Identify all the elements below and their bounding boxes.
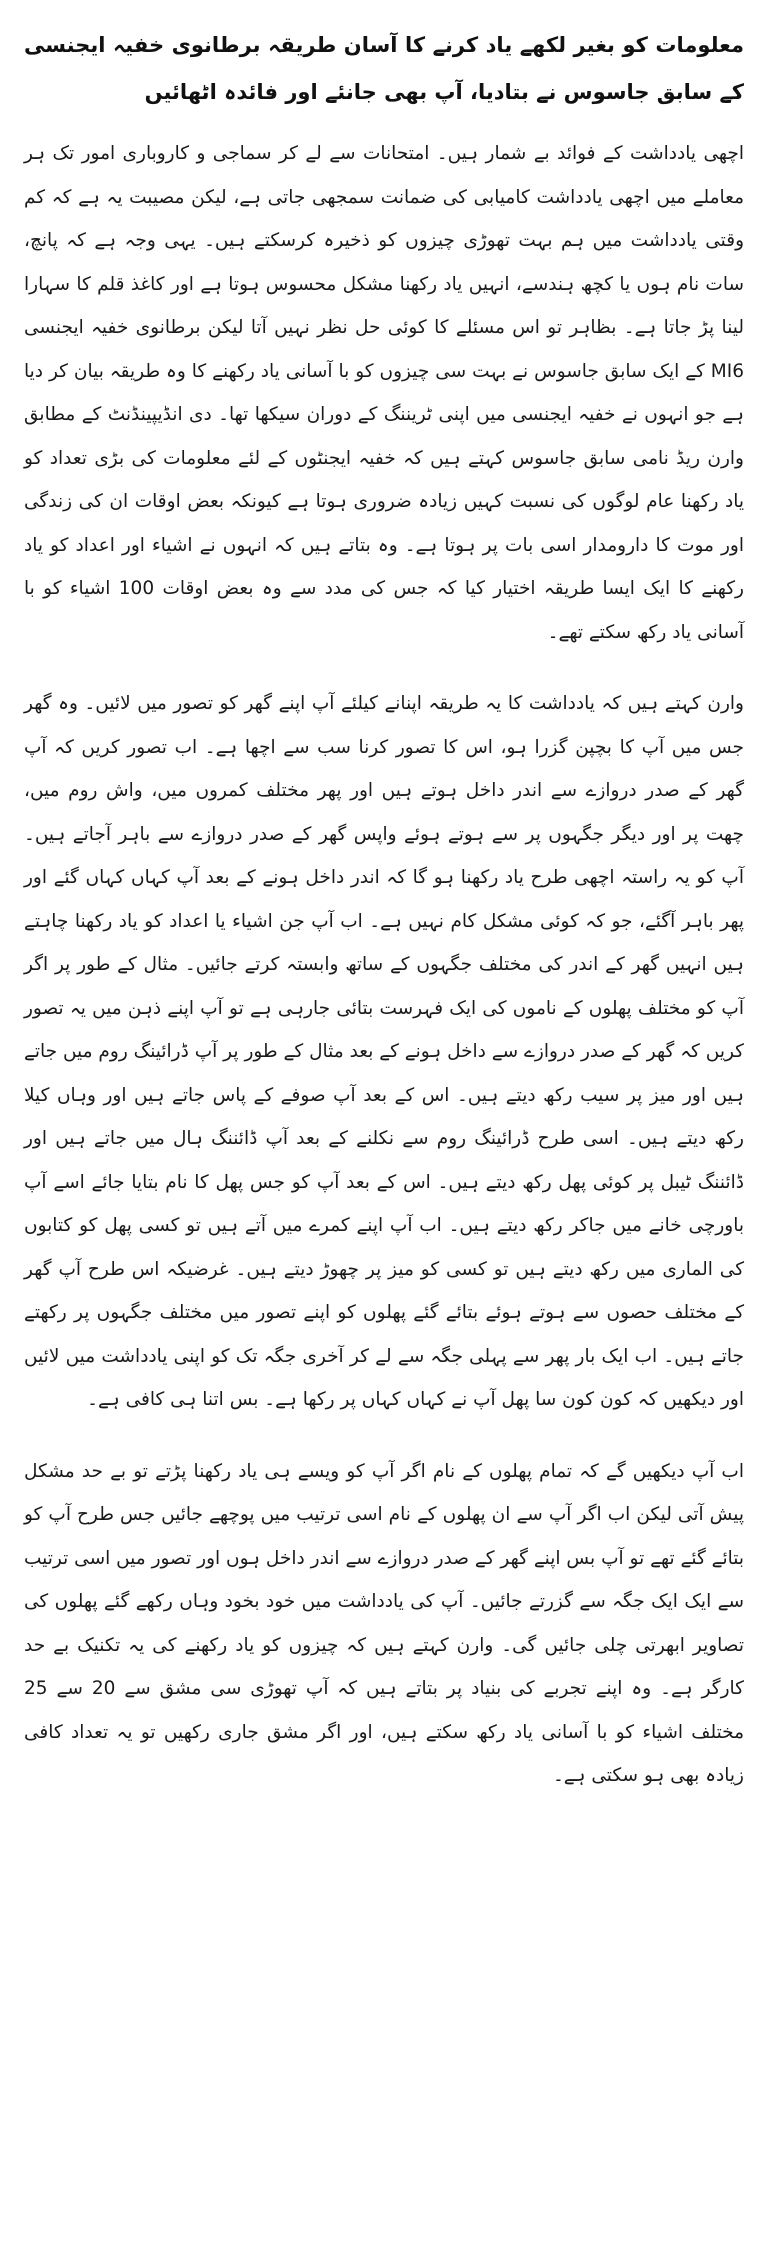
article-headline: معلومات کو بغیر لکھے یاد کرنے کا آسان طریقہ برطانوی خفیہ ایجنسی کے سابق جاسوس نے بتادیا، آپ بھی جانئے اور فائدہ اٹھائیں (24, 33, 744, 104)
article-paragraph-1: اچھی یادداشت کے فوائد بے شمار ہیں۔ امتحانات سے لے کر سماجی و کاروباری امور تک ہر معاملے میں اچھی یادداشت کامیابی کی ضمانت سمجھی جاتی ہے، لیکن مصیبت یہ ہے کہ کم وقتی یادداشت میں ہم بہت تھوڑی چیزوں کو ذخیرہ کرسکتے ہیں۔ یہی وجہ ہے کہ پانچ، سات نام ہوں یا کچھ ہندسے، انہیں یاد رکھنا مشکل محسوس ہوتا ہے اور کاغذ قلم کا سہارا لینا پڑ جاتا ہے۔ بظاہر تو اس مسئلے کا کوئی حل نظر نہیں آتا لیکن برطانوی خفیہ ایجنسی MI6 کے ایک سابق جاسوس نے بہت سی چیزوں کو با آسانی یاد رکھنے کا وہ طریقہ بیان کر دیا ہے جو انہوں نے خفیہ ایجنسی میں اپنی ٹریننگ کے دوران سیکھا تھا۔ دی انڈیپینڈنٹ کے مطابق وارن ریڈ نامی سابق جاسوس کہتے ہیں کہ خفیہ ایجنٹوں کے لئے معلومات کی بڑی تعداد کو یاد رکھنا عام لوگوں کی نسبت کہیں زیادہ ضروری ہوتا ہے کیونکہ بعض اوقات ان کی زندگی اور موت کا دارومدار اسی بات پر ہوتا ہے۔ وہ بتاتے ہیں کہ انہوں نے اشیاء اور اعداد کو یاد رکھنے کا ایک ایسا طریقہ اختیار کیا کہ جس کی مدد سے وہ بعض اوقات 100 اشیاء کو با آسانی یاد رکھ سکتے تھے۔ (24, 143, 744, 643)
article-paragraph-2: وارن کہتے ہیں کہ یادداشت کا یہ طریقہ اپنانے کیلئے آپ اپنے گھر کو تصور میں لائیں۔ وہ گھر جس میں آپ کا بچپن گزرا ہو، اس کا تصور کرنا سب سے اچھا ہے۔ اب تصور کریں کہ آپ گھر کے صدر دروازے سے اندر داخل ہوتے ہیں اور پھر مختلف کمروں میں، واش روم میں، چھت پر اور دیگر جگہوں پر سے ہوتے ہوئے واپس گھر کے صدر دروازے سے باہر آجاتے ہیں۔ آپ کو یہ راستہ اچھی طرح یاد رکھنا ہو گا کہ اندر داخل ہونے کے بعد آپ کہاں کہاں گئے اور پھر باہر آگئے، جو کہ کوئی مشکل کام نہیں ہے۔ اب آپ جن اشیاء یا اعداد کو یاد رکھنا چاہتے ہیں انہیں گھر کے اندر کی مختلف جگہوں کے ساتھ وابستہ کرتے جائیں۔ مثال کے طور پر اگر آپ کو مختلف پھلوں کے ناموں کی ایک فہرست بتائی جارہی ہے تو آپ اپنے ذہن میں یہ تصور کریں کہ گھر کے صدر دروازے سے داخل ہونے کے بعد مثال کے طور پر آپ ڈرائینگ روم میں جاتے ہیں اور میز پر سیب رکھ دیتے ہیں۔ اس کے بعد آپ صوفے کے پاس جاتے ہیں اور وہاں کیلا رکھ دیتے ہیں۔ اسی طرح ڈرائینگ روم سے نکلنے کے بعد آپ ڈائننگ ہال میں جاتے ہیں اور ڈائننگ ٹیبل پر کوئی پھل رکھ دیتے ہیں۔ اس کے بعد آپ کو جس پھل کا نام بتایا جائے اسے آپ باورچی خانے میں جاکر رکھ دیتے ہیں۔ اب آپ اپنے کمرے میں آتے ہیں تو کسی پھل کو کتابوں کی الماری میں رکھ دیتے ہیں تو کسی کو میز پر چھوڑ دیتے ہیں۔ غرضیکہ اس طرح آپ گھر کے مختلف حصوں سے ہوتے ہوئے بتائے گئے پھلوں کو اپنے تصور میں مختلف جگہوں پر رکھتے جاتے ہیں۔ اب ایک بار پھر سے پہلی جگہ سے لے کر آخری جگہ تک کو اپنی یادداشت میں لائیں اور دیکھیں کہ کون کون سا پھل آپ نے کہاں کہاں پر رکھا ہے۔ بس اتنا ہی کافی ہے۔ (24, 693, 744, 1410)
article-paragraph-3: اب آپ دیکھیں گے کہ تمام پھلوں کے نام اگر آپ کو ویسے ہی یاد رکھنا پڑتے تو بے حد مشکل پیش آتی لیکن اب اگر آپ سے ان پھلوں کے نام اسی ترتیب میں پوچھے جائیں جس طرح آپ کو بتائے گئے تھے تو آپ بس اپنے گھر کے صدر دروازے سے اندر داخل ہوں اور تصور میں اسی ترتیب سے ایک ایک جگہ سے گزرتے جائیں۔ آپ کی یادداشت میں خود بخود وہاں رکھے گئے پھلوں کی تصاویر ابھرتی چلی جائیں گی۔ وارن کہتے ہیں کہ چیزوں کو یاد رکھنے کی یہ تکنیک بے حد کارگر ہے۔ وہ اپنے تجربے کی بنیاد پر بتاتے ہیں کہ آپ تھوڑی سی مشق سے 20 سے 25 مختلف اشیاء کو با آسانی یاد رکھ سکتے ہیں، اور اگر مشق جاری رکھیں تو یہ تعداد کافی زیادہ بھی ہو سکتی ہے۔ (24, 1460, 744, 1786)
